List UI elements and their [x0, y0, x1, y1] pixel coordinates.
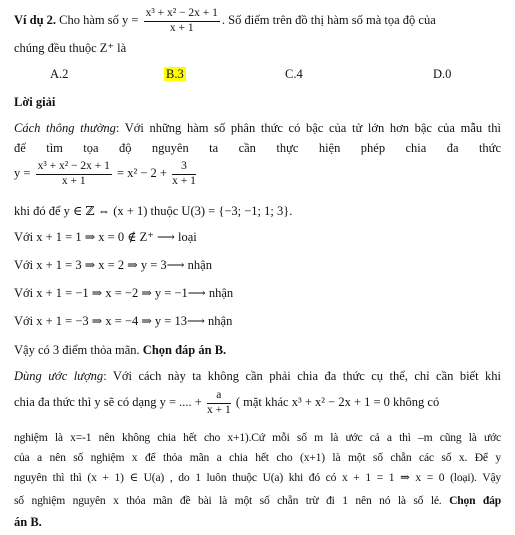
method2-line-5: nguyên thì thì (x + 1) ∈ U(a) , do 1 luôn thuộc U(a) khi đó có x + 1 = 1 ⇒ x = 0 (loại). Vậy: [14, 471, 501, 484]
problem-label: Ví dụ 2.: [14, 12, 57, 27]
conclusion-text: Vậy có 3 điểm thỏa mãn.: [14, 343, 143, 357]
fraction-numerator: x³ + x² − 2x + 1: [144, 8, 220, 22]
m2-l2-a: chia đa thức thì y sẽ có dạng y = .... +: [14, 394, 205, 409]
problem-line-1: [14, 8, 436, 34]
case-2: Với x + 1 = 3 ⇒ x = 2 ⇒ y = 3⟶ nhận: [14, 258, 212, 272]
eq-lhs: y =: [14, 165, 34, 180]
option-a[interactable]: A.2: [50, 67, 69, 81]
method2-line-7: án B.: [14, 515, 42, 529]
condition-line: khi đó để y ∈ ℤ ⇔ (x + 1) thuộc U(3) = {−3; −1; 1; 3}.: [14, 204, 293, 218]
solution-heading: Lời giải: [14, 95, 56, 109]
eq-denominator-2: x + 1: [172, 174, 196, 187]
method1-line-2: để tìm tọa độ nguyên ta cần thực hiện phép chia đa thức: [14, 141, 501, 155]
m2-l6-answer: Chọn đáp: [449, 494, 501, 507]
method2-line-1: [14, 370, 501, 383]
problem-fraction: [144, 8, 220, 34]
problem-stem-a: Cho hàm số y =: [56, 12, 142, 27]
eq-numerator-1: x³ + x² − 2x + 1: [36, 161, 112, 175]
eq-middle: = x² − 2 +: [113, 165, 171, 180]
eq-fraction-1: [36, 161, 112, 187]
division-equation: [14, 161, 198, 187]
method2-line-2: [14, 390, 439, 416]
method1-text: : Với những hàm số phân thức có bậc của tử lớn hơn bậc của mẫu thì: [115, 121, 501, 135]
problem-line-2: chúng đều thuộc Z⁺ là: [14, 41, 127, 55]
method2-line-3: nghiệm là x=-1 nên không chia hết cho x+1).Cứ mỗi số m là ước cả a thì –m cũng là ước: [14, 431, 501, 444]
method2-line-4: của a nên số nghiệm x để thỏa mãn a chia hết cho (x+1) là một số chẵn các số x. Để y: [14, 451, 501, 464]
eq-denominator-1: x + 1: [61, 174, 86, 187]
m2-fraction-numerator: a: [207, 390, 231, 404]
conclusion-answer: Chọn đáp án B.: [142, 343, 227, 357]
case-3: Với x + 1 = −1 ⇒ x = −2 ⇒ y = −1⟶ nhận: [14, 286, 234, 300]
problem-stem-b: . Số điểm trên đồ thị hàm số mà tọa độ của: [221, 12, 436, 27]
case-4: Với x + 1 = −3 ⇒ x = −4 ⇒ y = 13⟶ nhận: [14, 314, 233, 328]
m2-fraction-denominator: x + 1: [206, 403, 231, 416]
option-b[interactable]: [164, 68, 186, 81]
eq-numerator-2: 3: [172, 161, 196, 175]
eq-fraction-2: [172, 161, 196, 187]
m2-fraction: [207, 390, 231, 416]
option-d[interactable]: D.0: [433, 67, 452, 81]
method1-line-1: [14, 122, 501, 135]
conclusion-1: [14, 344, 226, 357]
method2-line-6: [14, 495, 501, 507]
fraction-denominator: x + 1: [169, 21, 194, 34]
method2-label: Dùng ước lượng: [14, 369, 104, 383]
method1-label: Cách thông thường: [14, 121, 116, 135]
method2-text: : Với cách này ta không cần phải chia đa thức cụ thể, chỉ cần biết khi: [103, 369, 501, 383]
m2-l6-text: số nghiệm nguyên x thỏa mãn đề bài là một số chẵn trừ đi 1 nên nó là số lẻ.: [14, 494, 450, 507]
option-b-highlight: B.3: [166, 67, 184, 81]
case-1: Với x + 1 = 1 ⇒ x = 0 ∉ Z⁺ ⟶ loại: [14, 230, 197, 244]
option-c[interactable]: C.4: [285, 67, 303, 81]
m2-l2-b: ( mặt khác x³ + x² − 2x + 1 = 0 không có: [232, 394, 440, 409]
